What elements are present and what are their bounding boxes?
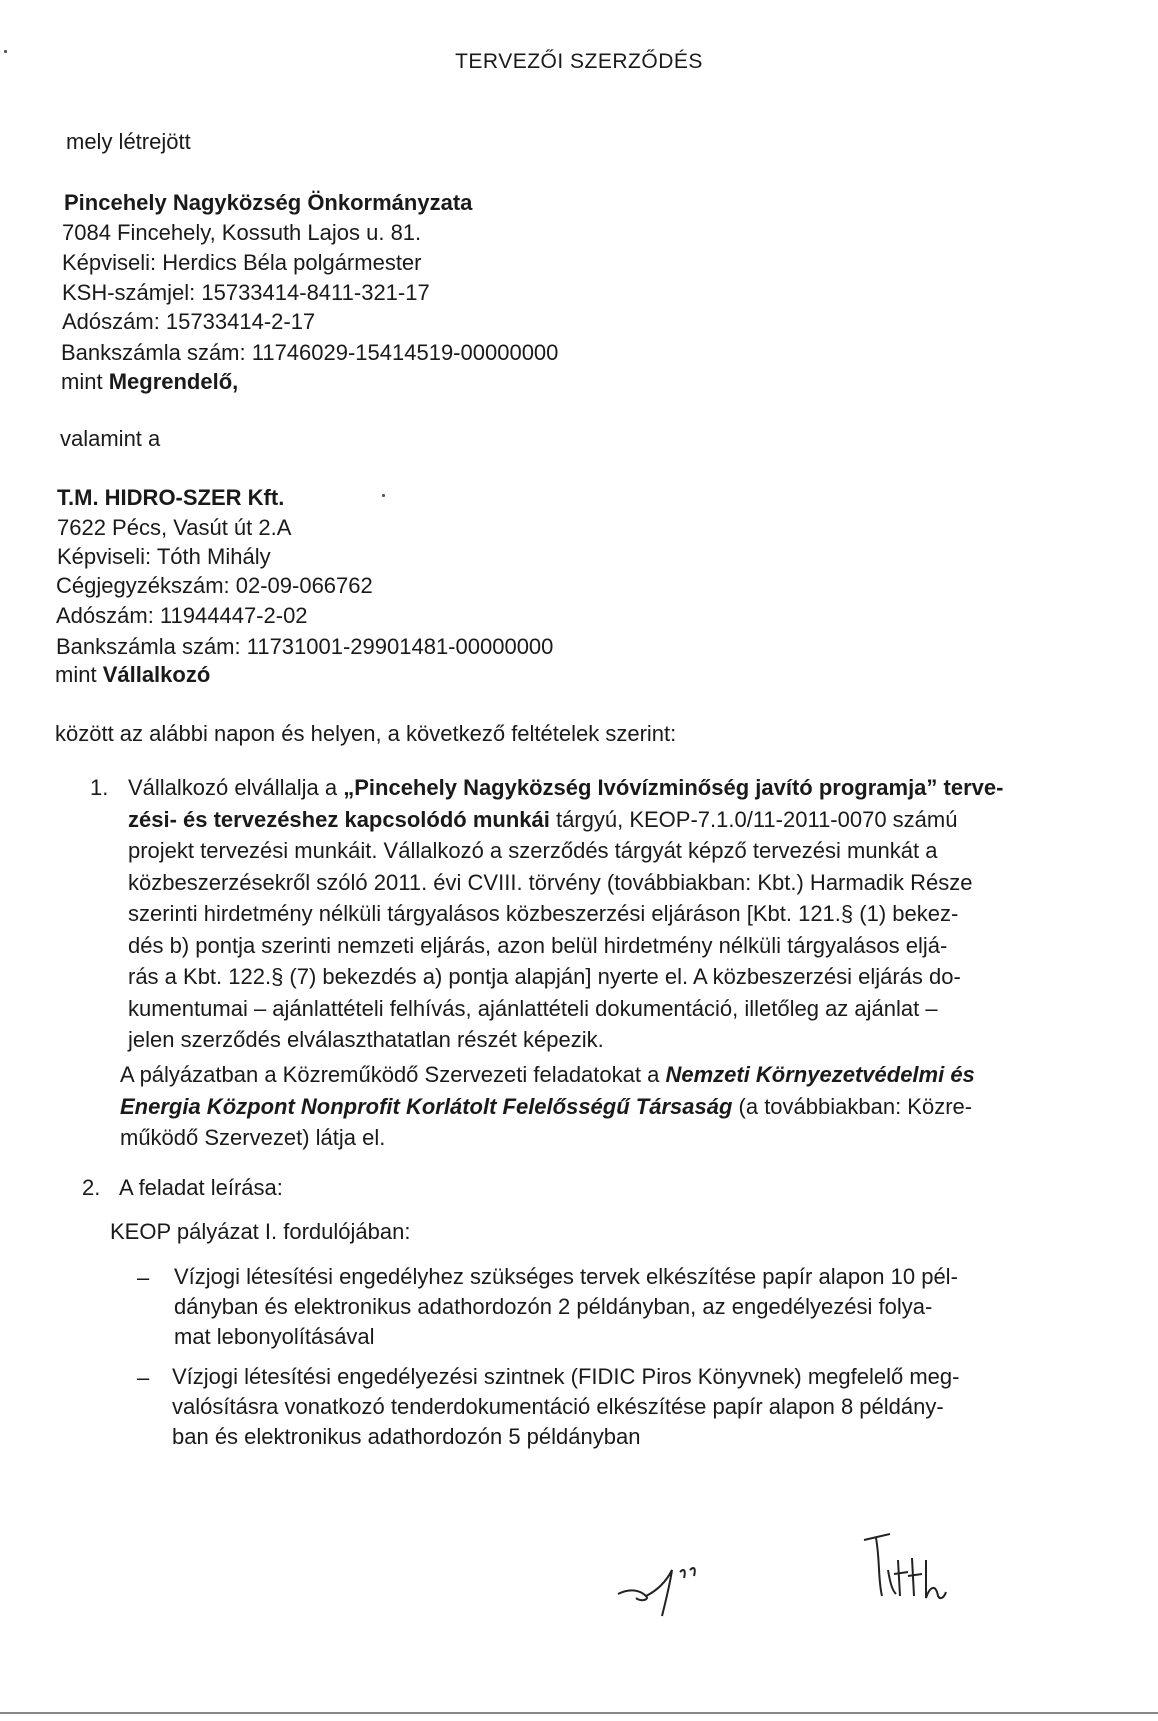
- item-1-line: Vállalkozó elvállalja a „Pincehely Nagyközség Ivóvízminőség javító programja” terve-: [128, 775, 1004, 800]
- between-text: között az alábbi napon és helyen, a következő feltételek szerint:: [55, 721, 677, 746]
- item-2-subheading: KEOP pályázat I. fordulójában:: [110, 1219, 411, 1244]
- document-title: TERVEZŐI SZERZŐDÉS: [455, 50, 703, 73]
- item-1-line: zési- és tervezéshez kapcsolódó munkái tárgyú, KEOP-7.1.0/11-2011-0070 számú: [128, 806, 958, 832]
- intro-text: mely létrejött: [66, 129, 191, 154]
- item-1-line: működő Szervezet) látja el.: [120, 1125, 386, 1150]
- contractor-representative: Képviseli: Tóth Mihály: [57, 544, 271, 569]
- bullet-line: Vízjogi létesítési engedélyezési szintnek (FIDIC Piros Könyvnek) megfelelő meg-: [172, 1364, 960, 1389]
- bullet-dash: –: [137, 1365, 150, 1390]
- page-bottom-edge: [0, 1712, 1158, 1714]
- item-1-number: 1.: [90, 775, 109, 800]
- client-representative: Képviseli: Herdics Béla polgármester: [62, 250, 422, 275]
- item-1-line: A pályázatban a Közreműködő Szervezeti feladatokat a Nemzeti Környezetvédelmi és: [120, 1062, 975, 1087]
- contractor-address: 7622 Pécs, Vasút út 2.A: [57, 515, 292, 540]
- contractor-registry-number: Cégjegyzékszám: 02-09-066762: [56, 573, 373, 598]
- bullet-line: Vízjogi létesítési engedélyhez szükséges tervek elkészítése papír alapon 10 pél-: [174, 1264, 958, 1289]
- bullet-line: ban és elektronikus adathordozón 5 példányban: [172, 1424, 641, 1449]
- item-1-line: Energia Központ Nonprofit Korlátolt Felelősségű Társaság (a továbbiakban: Közre-: [120, 1093, 973, 1119]
- bullet-item: [172, 1362, 959, 1452]
- item-2-heading: A feladat leírása:: [119, 1175, 283, 1200]
- client-tax-number: Adószám: 15733414-2-17: [62, 309, 316, 334]
- item-1-line: közbeszerzésekről szóló 2011. évi CVIII. törvény (továbbiakban: Kbt.) Harmadik Része: [128, 869, 973, 895]
- item-1-line: jelen szerződés elválaszthatatlan részét képezik.: [128, 1027, 604, 1052]
- bullet-line: mat lebonyolításával: [174, 1324, 375, 1349]
- item-2-number: 2.: [82, 1175, 101, 1200]
- bullet-line: dányban és elektronikus adathordozón 2 példányban, az engedélyezési folya-: [174, 1294, 933, 1319]
- bullet-item: [174, 1262, 958, 1352]
- item-1-line: kumentumai – ajánlattételi felhívás, ajánlattételi dokumentáció, illetőleg az ajánlat –: [128, 995, 938, 1021]
- item-1-line: dés b) pontja szerinti nemzeti eljárás, azon belül hirdetmény nélküli tárgyalásos eljá-: [128, 932, 948, 958]
- signature-right: [860, 1530, 960, 1610]
- scan-speck: [4, 50, 7, 53]
- scan-speck: [382, 494, 385, 497]
- contractor-role: mint Vállalkozó: [55, 662, 211, 687]
- item-1-paragraph-1: [128, 772, 1003, 1056]
- client-ksh: KSH-számjel: 15733414-8411-321-17: [62, 280, 430, 305]
- contractor-name: T.M. HIDRO-SZER Kft.: [57, 485, 285, 510]
- client-address: 7084 Fincehely, Kossuth Lajos u. 81.: [62, 220, 422, 245]
- client-bank-account: Bankszámla szám: 11746029-15414519-00000000: [61, 340, 559, 365]
- and-text: valamint a: [60, 426, 161, 451]
- bullet-line: valósításra vonatkozó tenderdokumentáció elkészítése papír alapon 8 példány-: [172, 1394, 944, 1419]
- signature-left: [610, 1550, 720, 1620]
- client-role: mint Megrendelő,: [61, 369, 239, 394]
- item-1-paragraph-2: [120, 1059, 975, 1154]
- item-1-line: rás a Kbt. 122.§ (7) bekezdés a) pontja alapján] nyerte el. A közbeszerzési eljárás do-: [128, 964, 961, 989]
- item-1-line: projekt tervezési munkáit. Vállalkozó a szerződés tárgyát képző tervezési munkát a: [128, 838, 938, 863]
- item-1-line: szerinti hirdetmény nélküli tárgyalásos közbeszerzési eljáráson [Kbt. 121.§ (1) bekez-: [128, 901, 959, 926]
- contractor-tax-number: Adószám: 11944447-2-02: [56, 603, 308, 628]
- contractor-bank-account: Bankszámla szám: 11731001-29901481-00000000: [56, 634, 554, 659]
- client-name: Pincehely Nagyközség Önkormányzata: [64, 190, 473, 215]
- bullet-dash: –: [137, 1265, 150, 1290]
